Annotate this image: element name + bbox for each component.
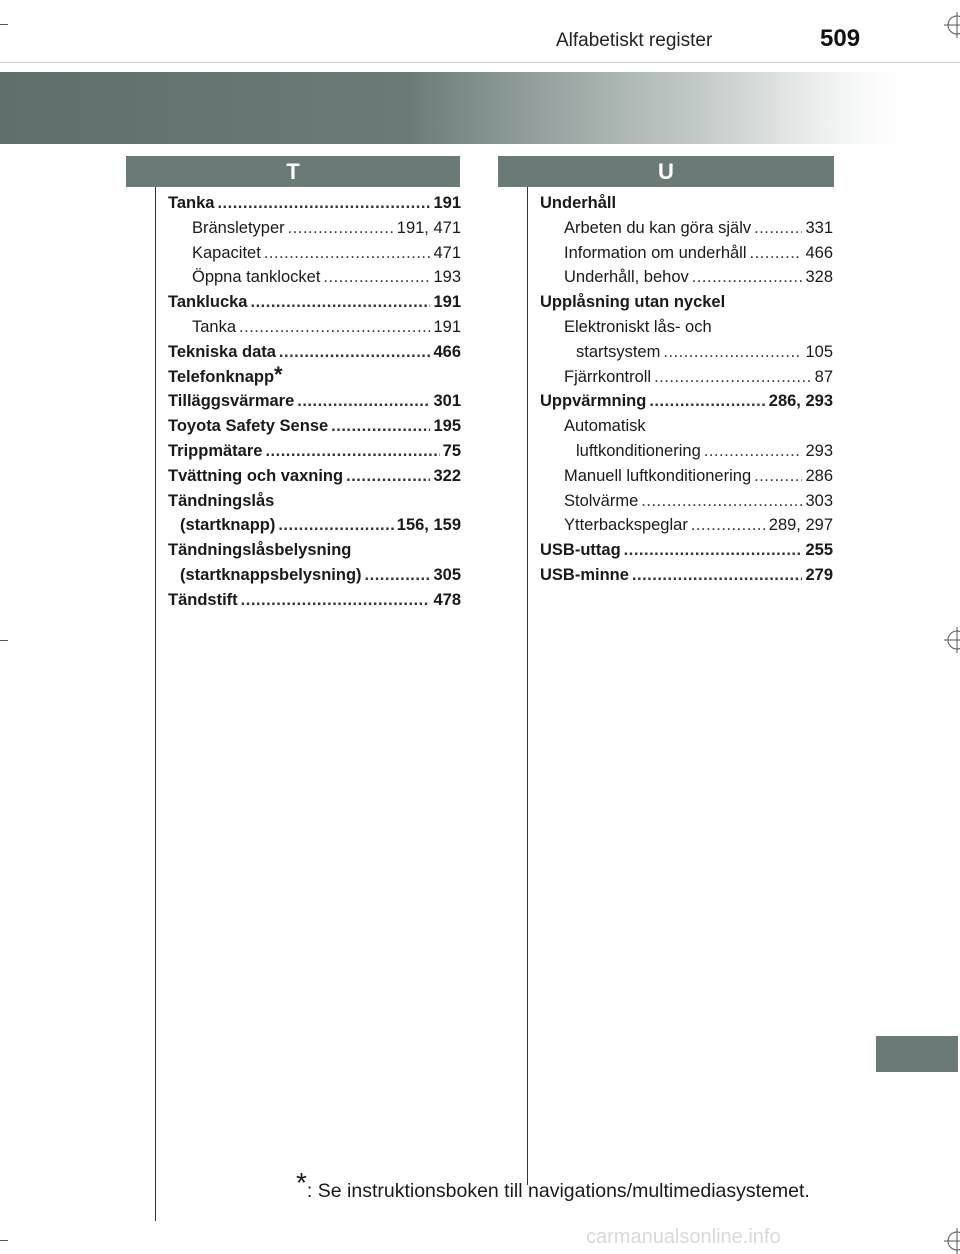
entry-page-ref: 305 <box>433 565 461 584</box>
leader-dots <box>750 241 803 266</box>
entry-term: Tilläggsvärmare <box>168 392 295 411</box>
crop-mark <box>0 640 8 641</box>
entry-page-ref: 195 <box>433 417 461 436</box>
entry-page-ref: 191, 471 <box>396 218 461 237</box>
leader-dots <box>323 265 430 290</box>
entry-page-ref: 286, 293 <box>768 392 833 411</box>
entry-term: Kapacitet <box>192 243 261 262</box>
header-divider <box>0 62 960 63</box>
index-entry <box>540 563 833 588</box>
footnote-mark: * <box>296 1167 307 1198</box>
watermark: carmanualsonline.info <box>586 1226 781 1248</box>
leader-dots <box>632 563 803 588</box>
entry-term: startsystem <box>576 342 661 361</box>
index-entry <box>168 588 461 613</box>
index-entry: Telefonknapp * <box>168 365 461 390</box>
index-entry <box>168 464 461 489</box>
index-entry <box>168 389 461 414</box>
leader-dots <box>641 489 802 514</box>
page-title: Alfabetiskt register <box>556 30 713 51</box>
index-entry <box>168 513 461 538</box>
index-entry <box>540 439 833 464</box>
leader-dots <box>239 315 430 340</box>
entry-page-ref: 87 <box>814 367 833 386</box>
leader-dots <box>649 389 765 414</box>
index-entry <box>168 315 461 340</box>
leader-dots <box>663 340 802 365</box>
entry-page-ref: 301 <box>433 392 461 411</box>
index-entry <box>168 563 461 588</box>
index-entry <box>168 241 461 266</box>
index-entry <box>540 389 833 414</box>
index-entry <box>168 340 461 365</box>
entry-term: (startknapp) <box>180 516 276 535</box>
entry-page-ref: 193 <box>433 268 461 287</box>
entry-term: Bränsletyper <box>192 218 285 237</box>
leader-dots <box>754 464 802 489</box>
index-list-u <box>540 191 833 588</box>
leader-dots <box>264 241 431 266</box>
index-entry <box>168 191 461 216</box>
footnote <box>296 1167 810 1203</box>
entry-term: Stolvärme <box>564 491 639 510</box>
entry-term: Automatisk <box>564 417 646 436</box>
entry-term: Öppna tanklocket <box>192 268 321 287</box>
entry-page-ref: 478 <box>433 590 461 609</box>
leader-dots <box>691 513 766 538</box>
entry-term: Telefonknapp <box>168 367 275 386</box>
entry-term: Tekniska data <box>168 342 276 361</box>
index-entry <box>540 191 833 216</box>
entry-page-ref: 331 <box>805 218 833 237</box>
entry-page-ref: 156, 159 <box>396 516 461 535</box>
entry-term: Ytterbackspeglar <box>564 516 688 535</box>
leader-dots <box>278 513 393 538</box>
entry-page-ref: 466 <box>805 243 833 262</box>
leader-dots <box>241 588 431 613</box>
entry-page-ref: 322 <box>433 466 461 485</box>
index-entry <box>540 265 833 290</box>
index-entry <box>168 538 461 563</box>
entry-term: Tändstift <box>168 590 238 609</box>
entry-page-ref: 105 <box>805 342 833 361</box>
footnote-text: : Se instruktionsboken till navigations/multimediasystemet. <box>306 1180 810 1202</box>
leader-dots <box>265 439 439 464</box>
entry-term: Fjärrkontroll <box>564 367 652 386</box>
entry-term: Arbeten du kan göra själv <box>564 218 752 237</box>
leader-dots <box>704 439 803 464</box>
index-entry <box>168 439 461 464</box>
crop-mark <box>0 24 8 25</box>
entry-page-ref: 191 <box>433 317 461 336</box>
entry-page-ref: 293 <box>805 441 833 460</box>
entry-term: Information om underhåll <box>564 243 747 262</box>
entry-term: Manuell luftkonditionering <box>564 466 752 485</box>
leader-dots <box>692 265 803 290</box>
entry-term: Trippmätare <box>168 441 263 460</box>
leader-dots <box>331 414 430 439</box>
leader-dots <box>346 464 430 489</box>
page-header <box>0 0 960 62</box>
entry-term: Uppvärmning <box>540 392 647 411</box>
entry-term: Elektroniskt lås- och <box>564 317 712 336</box>
leader-dots <box>365 563 431 588</box>
entry-page-ref: 471 <box>433 243 461 262</box>
entry-page-ref: 191 <box>433 293 461 312</box>
index-entry <box>540 414 833 439</box>
section-banner <box>0 72 900 144</box>
index-entry <box>540 340 833 365</box>
entry-term: Tanklucka <box>168 293 248 312</box>
letter-header-u: U <box>498 156 834 187</box>
index-entry <box>540 538 833 563</box>
index-entry <box>168 489 461 514</box>
chapter-thumb-tab <box>876 1036 958 1072</box>
page-number: 509 <box>820 25 861 52</box>
index-entry <box>540 513 833 538</box>
registration-mark-icon <box>944 1228 960 1254</box>
leader-dots <box>624 538 803 563</box>
leader-dots <box>217 191 430 216</box>
leader-dots <box>279 340 431 365</box>
entry-term: Toyota Safety Sense <box>168 417 329 436</box>
column-rule-middle <box>527 187 528 1185</box>
column-rule-left <box>155 187 156 1221</box>
entry-term: Tanka <box>168 194 215 212</box>
leader-dots <box>288 216 394 241</box>
entry-term: Underhåll, behov <box>564 268 689 287</box>
entry-term: Underhåll <box>540 194 617 212</box>
entry-page-ref: 328 <box>805 268 833 287</box>
index-entry <box>540 315 833 340</box>
registration-mark-icon <box>944 12 960 38</box>
index-entry <box>168 290 461 315</box>
entry-page-ref: 279 <box>805 565 833 584</box>
entry-term: USB-uttag <box>540 541 621 560</box>
index-entry <box>540 365 833 390</box>
index-entry <box>540 464 833 489</box>
entry-page-ref: 255 <box>805 541 833 560</box>
entry-term: Tändningslås <box>168 491 275 510</box>
index-entry <box>168 216 461 241</box>
entry-page-ref: 191 <box>433 194 461 212</box>
entry-page-ref: 286 <box>805 466 833 485</box>
index-entry <box>168 414 461 439</box>
index-entry <box>540 216 833 241</box>
index-entry <box>540 290 833 315</box>
entry-term: Tvättning och vaxning <box>168 466 344 485</box>
leader-dots <box>754 216 802 241</box>
index-entry <box>540 489 833 514</box>
registration-mark-icon <box>944 627 960 653</box>
entry-term: Tändningslåsbelysning <box>168 541 352 560</box>
entry-page-ref: 289, 297 <box>768 516 833 535</box>
index-entry <box>540 241 833 266</box>
leader-dots <box>250 290 430 315</box>
letter-header-t: T <box>126 156 460 187</box>
entry-page-ref: 466 <box>433 342 461 361</box>
entry-term: Upplåsning utan nyckel <box>540 293 726 312</box>
leader-dots <box>654 365 812 390</box>
leader-dots <box>297 389 430 414</box>
index-entry <box>168 265 461 290</box>
crop-mark <box>0 1240 8 1241</box>
index-list-t <box>168 191 461 613</box>
entry-term: USB-minne <box>540 565 629 584</box>
entry-page-ref: 75 <box>442 441 461 460</box>
entry-page-ref: 303 <box>805 491 833 510</box>
entry-term: (startknappsbelysning) <box>180 565 362 584</box>
entry-term: luftkonditionering <box>576 441 701 460</box>
entry-term: Tanka <box>192 317 237 336</box>
